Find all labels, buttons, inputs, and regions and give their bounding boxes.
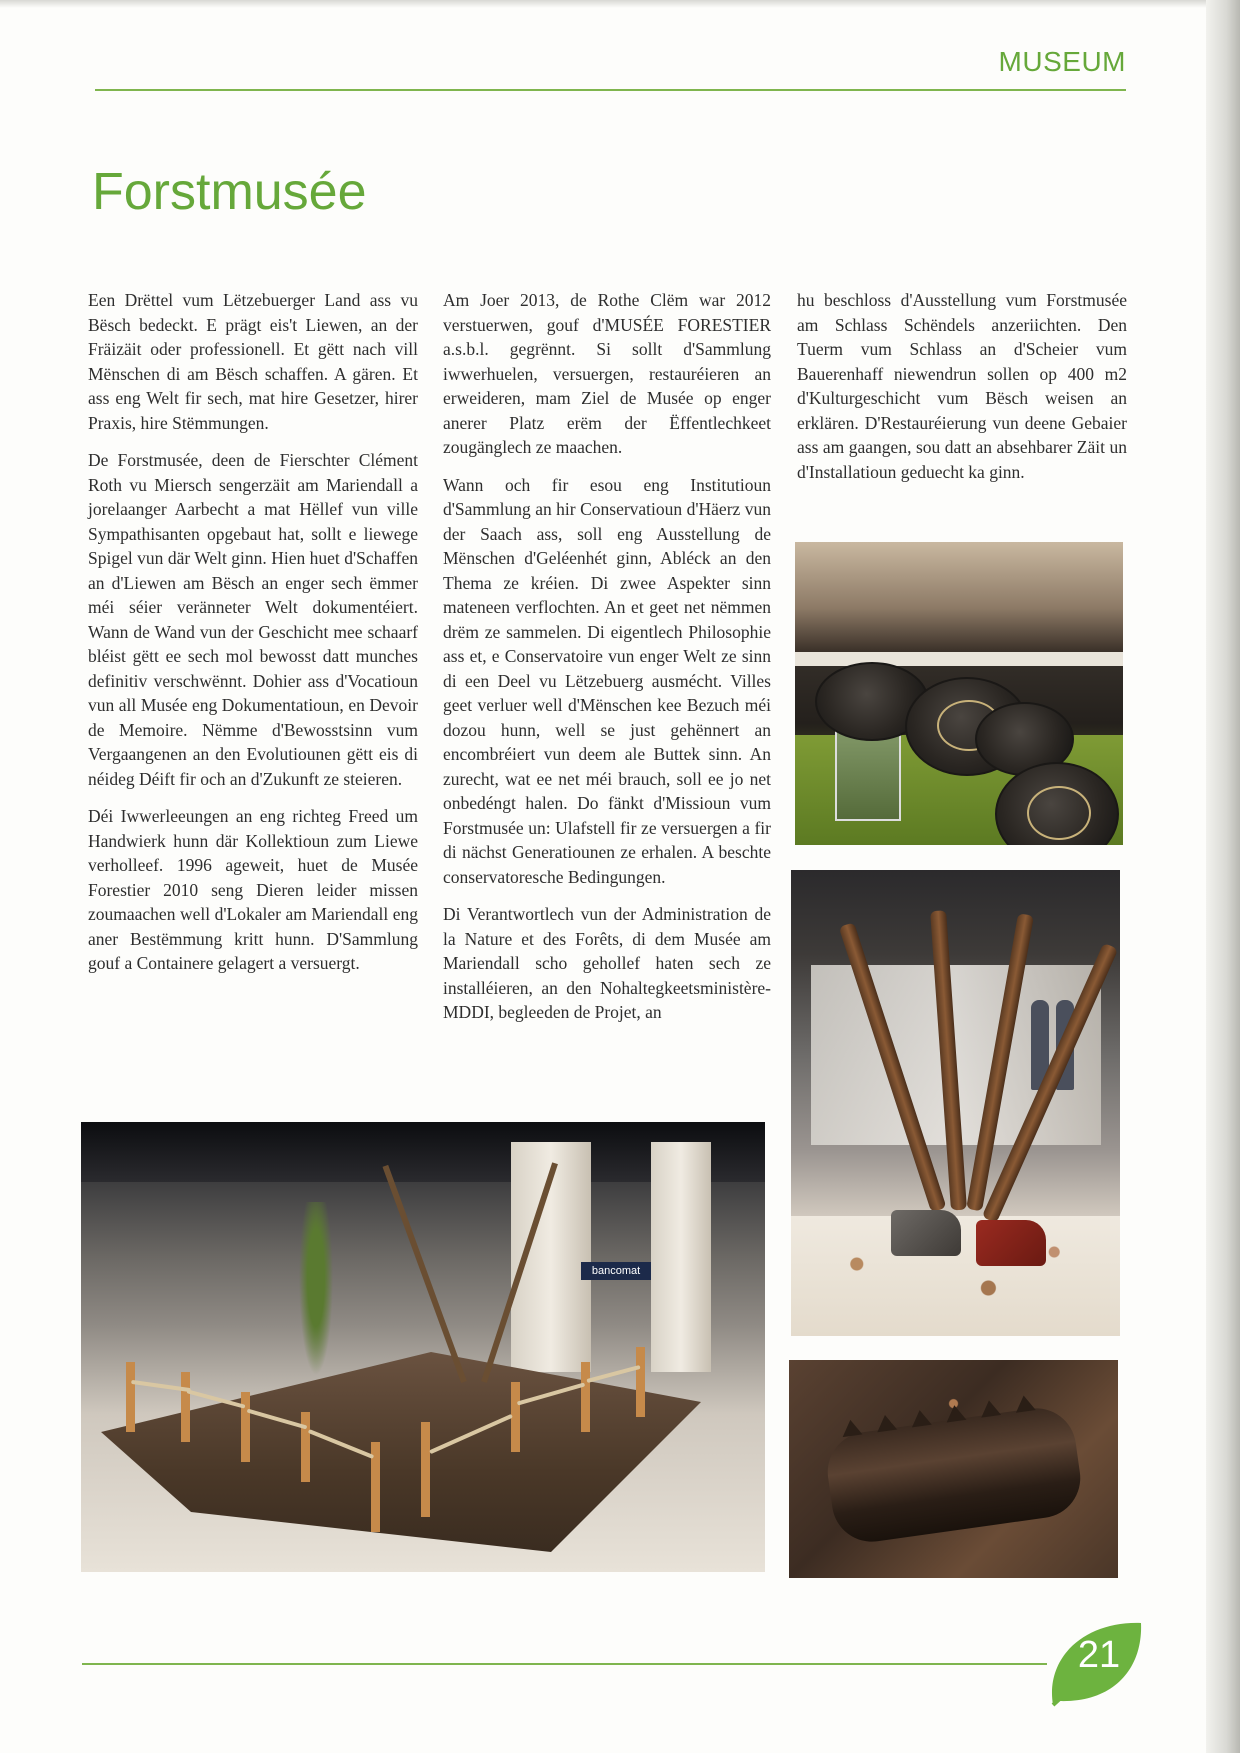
paragraph: Di Verantwortlech vun der Administration de la Nature et des Forêts, di dem Musée am Mariendall scho gehollef haten sech ze installéieren, an den Nohaltegkeetsministère-MDDI, begleeden de Projet, an [443,904,771,1022]
scan-edge-right [1206,0,1240,1753]
photo-bancomat-sign: bancomat [581,1262,651,1280]
photo-shelf [795,652,1123,666]
paragraph: Am Joer 2013, de Rothe Clëm war 2012 verstuerwen, gouf d'MUSÉE FORESTIER a.s.b.l. gegrënnt. Si sollt d'Sammlung iwwerhuelen, versuergen, restauréieren an erweideren, mam Ziel de Musée op enger anerer Platz erëm der Ëffentlechkeet zougänglech ze maachen. [443,290,771,457]
photo-fence-post [241,1392,250,1462]
photo-rope [586,1365,640,1383]
photo-spiked-roller [789,1360,1118,1578]
photo-fence-post [636,1347,645,1417]
photo-fence-post [421,1422,430,1517]
article-title: Forstmusée [92,163,367,221]
text-column-3 [797,288,1127,497]
photo-exhibit-platform [101,1352,701,1552]
photo-axe-head [891,1210,961,1256]
photo-forester-caps [795,542,1123,845]
text-column-1 [88,288,418,989]
photo-fence-post [581,1362,590,1432]
page-number: 21 [1077,1634,1121,1676]
paragraph: Wann och fir esou eng Institutioun d'Sammlung an hir Conservatioun d'Häerz vun der Saach ass, soll eng Ausstellung de Mënschen d'Geléenhét ginn, Abléck an den Thema ze kréien. Di zwee Aspekter sinn mateneen verflochten. An et geet net nëmmen drëm ze sammelen. Di eigentlech Philosophie ass et, e Conservatoire vun enger Welt ze sinn di een Deel vu Lëtzebuerg ausmécht. Villes geet verluer well d'Mënschen kee Bezuch méi dozou hunn, well se just gehënnert an encombréiert vun deem ale Buttek sinn. An zurecht, wat ee net méi brauch, soll ee jo net onbedéngt halen. Do fänkt d'Missioun vum Forstmusée un: Ulafstell fir ze versuergen a fir di nächst Generatiounen ze erhalen. A beschte conservatoresche Bedingungen. [443,474,771,887]
scan-edge-top [0,0,1240,8]
photo-fence-post [301,1412,310,1482]
photo-fence-post [181,1372,190,1442]
photo-forestry-tools [791,870,1120,1336]
text-column-2 [443,288,771,1038]
photo-fence-post [126,1362,135,1432]
photo-roller-object [823,1403,1086,1547]
photo-exhibition-area [81,1122,765,1572]
paragraph: Déi Iwwerleeungen an eng richteg Freed um Handwierk hunn där Kollektioun zum Liewe verholleef. 1996 ageweit, huet de Musée Forestier 2010 seng Dieren leider missen zoumaachen well d'Lokaler am Mariendall eng aner Bestëmmung kritt hunn. D'Sammlung gouf a Containere gelagert a versuergt. [88,806,418,973]
paragraph: hu beschloss d'Ausstellung vum Forstmusée am Schlass Schëndels anzeriichten. Den Tuerm vum Schlass an d'Scheier vum Bauerenhaff niewendrun sollen op 400 m2 d'Kulturgeschicht vum Bësch weisen an erklären. D'Restauréierung vun deene Gebaier ass am gaangen, sou datt an absehbarer Zäit un d'Installatioun geduecht ka ginn. [797,290,1127,482]
paragraph: De Forstmusée, deen de Fierschter Clément Roth vu Miersch sengerzäit am Mariendall a jorelaanger Aarbecht a mat Hëllef vun ville Sympathisanten opgebaut hat, sollt e liewege Spigel vun där Welt ginn. Hien huet d'Schaffen an d'Liewen am Bësch an enger sech ëmmer méi séier veränneter Welt dokumentéiert. Wann de Wand vun der Geschicht mee schaarf bléist gëtt ee sech mol bewosst datt munches definitiv verschwënnt. Dohier ass d'Vocatioun vun all Musée eng Dokumentatioun, en Devoir de Memoire. Nëmme d'Bewosstsinn vum Vergaangenen an den Evolutiounen gëtt eis di néideg Déift fir och an d'Zukunft ze steieren. [88,450,418,789]
photo-tripod-pole [383,1165,467,1383]
photo-background [795,542,1123,652]
photo-axe-head [976,1220,1046,1266]
paragraph: Een Drëttel vum Lëtzebuerger Land ass vu Bësch bedeckt. E prägt eis't Liewen, an der Fräizäit oder professionell. Et gëtt nach vill Mënschen di am Bësch schaffen. A gären. Et ass eng Welt fir sech, mat hire Gesetzer, hirer Praxis, hire Stëmmungen. [88,290,418,433]
header-divider [95,89,1126,91]
photo-tree [296,1202,336,1392]
footer-divider [82,1663,1047,1665]
photo-pillar [651,1142,711,1372]
section-label: MUSEUM [998,46,1126,77]
